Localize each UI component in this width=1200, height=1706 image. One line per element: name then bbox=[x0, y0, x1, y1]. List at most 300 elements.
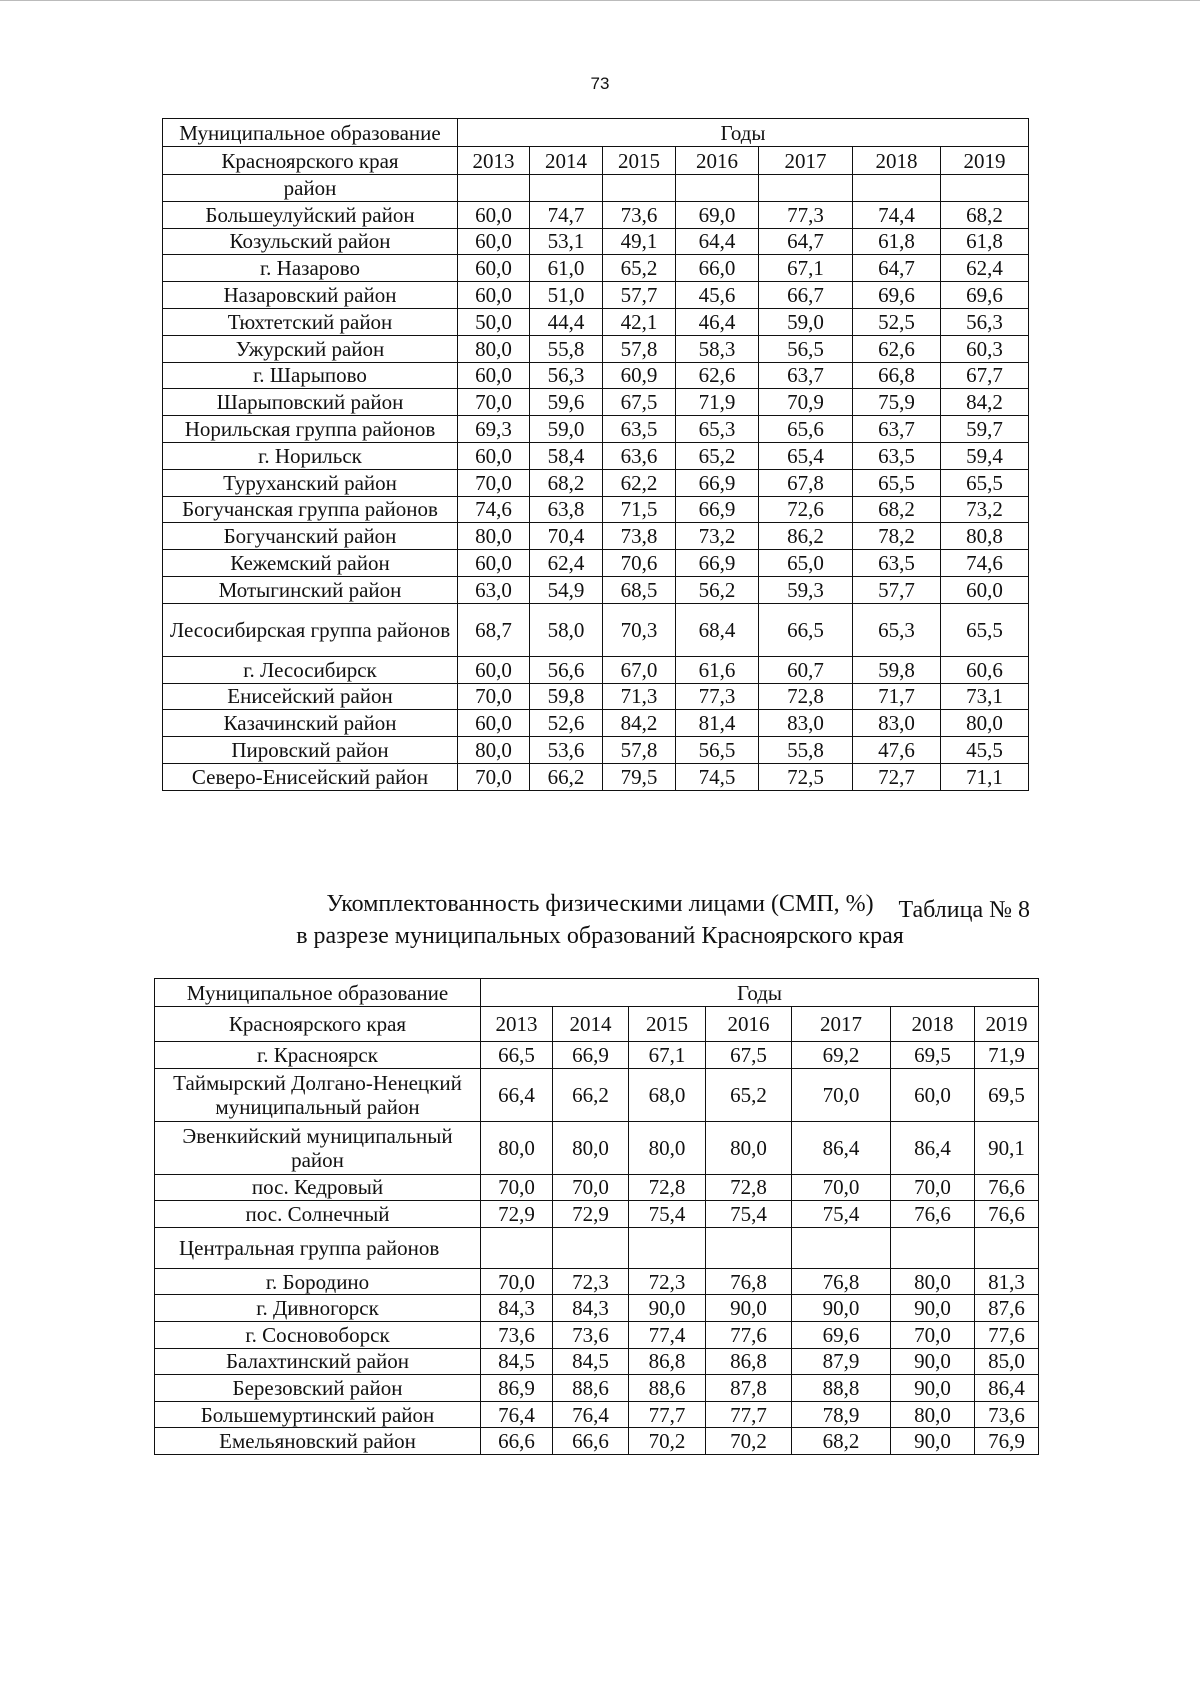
row-value: 58,0 bbox=[530, 603, 603, 656]
row-value: 65,5 bbox=[941, 469, 1029, 496]
row-value: 90,0 bbox=[891, 1375, 975, 1402]
row-value: 87,8 bbox=[706, 1375, 792, 1402]
empty-cell bbox=[603, 175, 676, 202]
table-staffing-districts bbox=[162, 118, 1029, 791]
row-value: 73,1 bbox=[941, 683, 1029, 710]
header-year: 2018 bbox=[853, 147, 941, 175]
row-value: 60,6 bbox=[941, 656, 1029, 683]
table-row bbox=[155, 1201, 1039, 1228]
empty-cell bbox=[941, 175, 1029, 202]
row-value: 63,5 bbox=[853, 442, 941, 469]
table-row bbox=[163, 282, 1029, 309]
row-value: 65,5 bbox=[853, 469, 941, 496]
row-value: 72,9 bbox=[481, 1201, 553, 1228]
row-value: 61,8 bbox=[941, 228, 1029, 255]
header-year: 2013 bbox=[458, 147, 530, 175]
row-value: 60,0 bbox=[458, 282, 530, 309]
row-value: 54,9 bbox=[530, 576, 603, 603]
header-year: 2014 bbox=[553, 1007, 629, 1042]
row-value: 67,7 bbox=[941, 362, 1029, 389]
empty-cell bbox=[759, 175, 853, 202]
row-value: 58,3 bbox=[676, 335, 759, 362]
row-value: 57,7 bbox=[853, 576, 941, 603]
row-value: 76,6 bbox=[975, 1174, 1039, 1201]
table-title-line-2: в разрезе муниципальных образований Красноярского края bbox=[296, 923, 904, 949]
row-value: 63,0 bbox=[458, 576, 530, 603]
row-value: 60,0 bbox=[458, 255, 530, 282]
row-value: 65,3 bbox=[853, 603, 941, 656]
table-row bbox=[163, 442, 1029, 469]
row-value: 52,6 bbox=[530, 710, 603, 737]
row-value bbox=[481, 1227, 553, 1268]
row-name: г. Лесосибирск bbox=[163, 656, 458, 683]
row-value: 73,6 bbox=[553, 1321, 629, 1348]
table-row bbox=[163, 389, 1029, 416]
row-value bbox=[975, 1227, 1039, 1268]
row-value: 72,8 bbox=[706, 1174, 792, 1201]
row-value: 73,8 bbox=[603, 523, 676, 550]
row-value: 60,0 bbox=[891, 1068, 975, 1121]
row-value: 47,6 bbox=[853, 737, 941, 764]
row-value: 60,0 bbox=[458, 656, 530, 683]
row-value: 55,8 bbox=[759, 737, 853, 764]
row-value: 88,8 bbox=[792, 1375, 891, 1402]
row-value: 83,0 bbox=[759, 710, 853, 737]
row-value: 60,0 bbox=[458, 442, 530, 469]
row-value: 62,6 bbox=[676, 362, 759, 389]
row-value: 77,6 bbox=[975, 1321, 1039, 1348]
row-value: 80,0 bbox=[891, 1401, 975, 1428]
row-value: 60,0 bbox=[458, 228, 530, 255]
row-value bbox=[553, 1227, 629, 1268]
row-value: 62,4 bbox=[941, 255, 1029, 282]
header-year: 2015 bbox=[629, 1007, 706, 1042]
row-value: 70,4 bbox=[530, 523, 603, 550]
row-value: 65,6 bbox=[759, 416, 853, 443]
row-name: Пировский район bbox=[163, 737, 458, 764]
header-year: 2017 bbox=[792, 1007, 891, 1042]
row-value: 64,4 bbox=[676, 228, 759, 255]
row-value: 66,9 bbox=[553, 1042, 629, 1069]
header-year: 2018 bbox=[891, 1007, 975, 1042]
row-value: 72,9 bbox=[553, 1201, 629, 1228]
row-value: 66,8 bbox=[853, 362, 941, 389]
row-value: 65,5 bbox=[941, 603, 1029, 656]
table-row bbox=[163, 550, 1029, 577]
row-value: 80,0 bbox=[941, 710, 1029, 737]
row-value: 88,6 bbox=[629, 1375, 706, 1402]
table-row bbox=[163, 523, 1029, 550]
table-row bbox=[163, 255, 1029, 282]
table-row bbox=[163, 308, 1029, 335]
row-value: 60,3 bbox=[941, 335, 1029, 362]
row-value: 71,7 bbox=[853, 683, 941, 710]
row-value: 86,9 bbox=[481, 1375, 553, 1402]
row-value: 69,6 bbox=[792, 1321, 891, 1348]
row-value: 70,0 bbox=[481, 1174, 553, 1201]
row-name: Центральная группа районов bbox=[155, 1227, 481, 1268]
row-name: г. Норильск bbox=[163, 442, 458, 469]
row-value bbox=[792, 1227, 891, 1268]
row-value: 68,5 bbox=[603, 576, 676, 603]
row-value: 59,0 bbox=[530, 416, 603, 443]
row-value: 68,2 bbox=[853, 496, 941, 523]
row-value: 53,6 bbox=[530, 737, 603, 764]
row-value: 65,3 bbox=[676, 416, 759, 443]
row-value: 56,6 bbox=[530, 656, 603, 683]
row-value: 74,4 bbox=[853, 201, 941, 228]
row-value: 60,0 bbox=[458, 201, 530, 228]
row-value: 62,2 bbox=[603, 469, 676, 496]
row-value: 68,2 bbox=[941, 201, 1029, 228]
row-name: г. Назарово bbox=[163, 255, 458, 282]
row-name: Шарыповский район bbox=[163, 389, 458, 416]
row-value: 66,5 bbox=[481, 1042, 553, 1069]
table-row bbox=[155, 1295, 1039, 1322]
row-value: 66,6 bbox=[481, 1428, 553, 1455]
row-value: 75,4 bbox=[629, 1201, 706, 1228]
row-name: пос. Солнечный bbox=[155, 1201, 481, 1228]
row-value: 90,0 bbox=[792, 1295, 891, 1322]
table-row bbox=[163, 710, 1029, 737]
page-number: 73 bbox=[590, 74, 610, 93]
row-value: 53,1 bbox=[530, 228, 603, 255]
header-year: 2016 bbox=[706, 1007, 792, 1042]
row-value: 55,8 bbox=[530, 335, 603, 362]
row-value: 59,8 bbox=[530, 683, 603, 710]
row-value: 81,4 bbox=[676, 710, 759, 737]
table-row bbox=[163, 683, 1029, 710]
row-name: г. Сосновоборск bbox=[155, 1321, 481, 1348]
header-year: 2019 bbox=[941, 147, 1029, 175]
row-value: 63,6 bbox=[603, 442, 676, 469]
row-value: 69,2 bbox=[792, 1042, 891, 1069]
row-value: 80,0 bbox=[629, 1121, 706, 1174]
empty-cell bbox=[676, 175, 759, 202]
row-value: 59,3 bbox=[759, 576, 853, 603]
table-row bbox=[163, 362, 1029, 389]
row-name: Козульский район bbox=[163, 228, 458, 255]
row-value: 46,4 bbox=[676, 308, 759, 335]
row-value: 77,3 bbox=[759, 201, 853, 228]
row-value: 60,0 bbox=[458, 550, 530, 577]
row-value: 71,3 bbox=[603, 683, 676, 710]
row-value: 74,6 bbox=[941, 550, 1029, 577]
row-value: 86,8 bbox=[706, 1348, 792, 1375]
row-value: 69,3 bbox=[458, 416, 530, 443]
row-value: 84,2 bbox=[941, 389, 1029, 416]
row-name: пос. Кедровый bbox=[155, 1174, 481, 1201]
row-value: 63,8 bbox=[530, 496, 603, 523]
row-value: 60,0 bbox=[941, 576, 1029, 603]
row-name: Богучанская группа районов bbox=[163, 496, 458, 523]
row-value: 80,8 bbox=[941, 523, 1029, 550]
row-value: 69,5 bbox=[891, 1042, 975, 1069]
row-value: 70,6 bbox=[603, 550, 676, 577]
row-value: 86,4 bbox=[975, 1375, 1039, 1402]
header-row-years bbox=[155, 1007, 1039, 1042]
row-value: 90,0 bbox=[891, 1295, 975, 1322]
row-value: 79,5 bbox=[603, 763, 676, 790]
row-value: 80,0 bbox=[706, 1121, 792, 1174]
header-row-years bbox=[163, 147, 1029, 175]
row-value: 73,2 bbox=[941, 496, 1029, 523]
row-name: Большемуртинский район bbox=[155, 1401, 481, 1428]
row-name: Березовский район bbox=[155, 1375, 481, 1402]
row-value bbox=[629, 1227, 706, 1268]
row-value: 74,5 bbox=[676, 763, 759, 790]
row-value: 45,6 bbox=[676, 282, 759, 309]
row-value: 63,7 bbox=[759, 362, 853, 389]
row-value: 68,2 bbox=[530, 469, 603, 496]
row-value: 59,6 bbox=[530, 389, 603, 416]
row-value: 63,7 bbox=[853, 416, 941, 443]
row-value: 70,0 bbox=[792, 1068, 891, 1121]
row-value: 64,7 bbox=[759, 228, 853, 255]
row-value: 66,2 bbox=[530, 763, 603, 790]
row-value: 66,2 bbox=[553, 1068, 629, 1121]
row-value: 72,5 bbox=[759, 763, 853, 790]
row-value: 68,2 bbox=[792, 1428, 891, 1455]
row-value: 68,4 bbox=[676, 603, 759, 656]
header-row bbox=[163, 119, 1029, 147]
row-value: 70,0 bbox=[891, 1321, 975, 1348]
row-value: 72,3 bbox=[629, 1268, 706, 1295]
header-years: Годы bbox=[458, 119, 1029, 147]
row-value: 59,7 bbox=[941, 416, 1029, 443]
row-value: 60,0 bbox=[458, 362, 530, 389]
row-value: 72,7 bbox=[853, 763, 941, 790]
header-year: 2017 bbox=[759, 147, 853, 175]
row-value: 78,9 bbox=[792, 1401, 891, 1428]
row-value: 77,3 bbox=[676, 683, 759, 710]
row-value: 84,2 bbox=[603, 710, 676, 737]
row-value: 80,0 bbox=[481, 1121, 553, 1174]
empty-cell bbox=[458, 175, 530, 202]
header-name-line-2: Красноярского края bbox=[163, 147, 458, 175]
row-value: 84,3 bbox=[553, 1295, 629, 1322]
row-value: 84,3 bbox=[481, 1295, 553, 1322]
row-value: 68,0 bbox=[629, 1068, 706, 1121]
row-value: 71,1 bbox=[941, 763, 1029, 790]
table-row bbox=[163, 335, 1029, 362]
row-value: 66,9 bbox=[676, 550, 759, 577]
row-value: 70,0 bbox=[458, 389, 530, 416]
row-value: 71,9 bbox=[676, 389, 759, 416]
row-name: Кежемский район bbox=[163, 550, 458, 577]
row-value: 69,5 bbox=[975, 1068, 1039, 1121]
row-name: г. Бородино bbox=[155, 1268, 481, 1295]
row-value: 70,0 bbox=[553, 1174, 629, 1201]
table-row bbox=[163, 656, 1029, 683]
row-value: 86,4 bbox=[891, 1121, 975, 1174]
row-value: 42,1 bbox=[603, 308, 676, 335]
table-row bbox=[163, 576, 1029, 603]
row-value: 70,9 bbox=[759, 389, 853, 416]
row-name: Норильская группа районов bbox=[163, 416, 458, 443]
row-name: Богучанский район bbox=[163, 523, 458, 550]
table-row bbox=[155, 1042, 1039, 1069]
table-row bbox=[155, 1268, 1039, 1295]
row-name: Северо-Енисейский район bbox=[163, 763, 458, 790]
row-value: 57,8 bbox=[603, 335, 676, 362]
row-value: 70,0 bbox=[458, 683, 530, 710]
row-value: 59,0 bbox=[759, 308, 853, 335]
row-value: 70,0 bbox=[891, 1174, 975, 1201]
row-value: 73,2 bbox=[676, 523, 759, 550]
row-value: 72,6 bbox=[759, 496, 853, 523]
row-value: 66,5 bbox=[759, 603, 853, 656]
row-value: 69,0 bbox=[676, 201, 759, 228]
row-value: 76,6 bbox=[975, 1201, 1039, 1228]
row-name: Назаровский район bbox=[163, 282, 458, 309]
row-value: 72,8 bbox=[759, 683, 853, 710]
row-name: Эвенкийский муниципальный район bbox=[155, 1121, 481, 1174]
row-value: 56,2 bbox=[676, 576, 759, 603]
table-row bbox=[163, 763, 1029, 790]
row-value: 60,9 bbox=[603, 362, 676, 389]
table-row bbox=[163, 469, 1029, 496]
row-value: 70,0 bbox=[458, 469, 530, 496]
header-name-line-2: Красноярского края bbox=[155, 1007, 481, 1042]
row-name: г. Красноярск bbox=[155, 1042, 481, 1069]
table-row bbox=[163, 201, 1029, 228]
row-value: 70,0 bbox=[481, 1268, 553, 1295]
row-value: 73,6 bbox=[975, 1401, 1039, 1428]
row-value bbox=[706, 1227, 792, 1268]
row-value: 69,6 bbox=[853, 282, 941, 309]
row-value: 83,0 bbox=[853, 710, 941, 737]
row-name: Казачинский район bbox=[163, 710, 458, 737]
row-value: 61,0 bbox=[530, 255, 603, 282]
row-value: 68,7 bbox=[458, 603, 530, 656]
row-value: 67,1 bbox=[629, 1042, 706, 1069]
row-value: 66,9 bbox=[676, 496, 759, 523]
row-value: 73,6 bbox=[603, 201, 676, 228]
table-caption: Таблица № 8 bbox=[898, 897, 1030, 923]
header-year: 2019 bbox=[975, 1007, 1039, 1042]
row-value: 77,7 bbox=[706, 1401, 792, 1428]
row-value: 86,2 bbox=[759, 523, 853, 550]
row-value: 77,4 bbox=[629, 1321, 706, 1348]
row-value: 80,0 bbox=[458, 523, 530, 550]
row-value: 60,0 bbox=[458, 710, 530, 737]
row-value: 77,6 bbox=[706, 1321, 792, 1348]
row-name: Большеулуйский район bbox=[163, 201, 458, 228]
table-row bbox=[163, 228, 1029, 255]
row-value: 70,2 bbox=[706, 1428, 792, 1455]
table-row bbox=[155, 1401, 1039, 1428]
row-value: 72,8 bbox=[629, 1174, 706, 1201]
header-row bbox=[155, 979, 1039, 1007]
row-value: 84,5 bbox=[553, 1348, 629, 1375]
table-row bbox=[155, 1428, 1039, 1455]
row-value: 90,1 bbox=[975, 1121, 1039, 1174]
row-value: 57,8 bbox=[603, 737, 676, 764]
table-row bbox=[155, 1375, 1039, 1402]
row-name: Тюхтетский район bbox=[163, 308, 458, 335]
row-value: 70,0 bbox=[792, 1174, 891, 1201]
row-value: 56,5 bbox=[676, 737, 759, 764]
row-value: 87,9 bbox=[792, 1348, 891, 1375]
table-title-line-1: Укомплектованность физическими лицами (СМП, %) bbox=[326, 891, 874, 917]
row-value: 69,6 bbox=[941, 282, 1029, 309]
row-value: 76,4 bbox=[553, 1401, 629, 1428]
row-value: 88,6 bbox=[553, 1375, 629, 1402]
row-value: 72,3 bbox=[553, 1268, 629, 1295]
row-value: 66,9 bbox=[676, 469, 759, 496]
row-value: 80,0 bbox=[458, 335, 530, 362]
table-row bbox=[155, 1348, 1039, 1375]
row-value: 84,5 bbox=[481, 1348, 553, 1375]
empty-cell bbox=[853, 175, 941, 202]
section-label: район bbox=[163, 175, 458, 202]
row-value: 64,7 bbox=[853, 255, 941, 282]
row-name: г. Шарыпово bbox=[163, 362, 458, 389]
row-value: 80,0 bbox=[553, 1121, 629, 1174]
row-value: 57,7 bbox=[603, 282, 676, 309]
row-value: 63,5 bbox=[603, 416, 676, 443]
row-value: 62,4 bbox=[530, 550, 603, 577]
row-value: 66,7 bbox=[759, 282, 853, 309]
row-value: 61,8 bbox=[853, 228, 941, 255]
row-value: 67,0 bbox=[603, 656, 676, 683]
row-value: 70,3 bbox=[603, 603, 676, 656]
row-value: 86,8 bbox=[629, 1348, 706, 1375]
row-value: 45,5 bbox=[941, 737, 1029, 764]
row-value: 76,6 bbox=[891, 1201, 975, 1228]
table-row bbox=[163, 737, 1029, 764]
row-value: 78,2 bbox=[853, 523, 941, 550]
row-value: 56,3 bbox=[530, 362, 603, 389]
row-name: Балахтинский район bbox=[155, 1348, 481, 1375]
row-value: 71,5 bbox=[603, 496, 676, 523]
row-value bbox=[891, 1227, 975, 1268]
row-value: 50,0 bbox=[458, 308, 530, 335]
header-year: 2014 bbox=[530, 147, 603, 175]
row-name: г. Дивногорск bbox=[155, 1295, 481, 1322]
table-row bbox=[163, 496, 1029, 523]
row-value: 76,8 bbox=[792, 1268, 891, 1295]
row-value: 65,0 bbox=[759, 550, 853, 577]
table-row bbox=[155, 1174, 1039, 1201]
row-name: Емельяновский район bbox=[155, 1428, 481, 1455]
row-value: 67,5 bbox=[603, 389, 676, 416]
row-value: 74,7 bbox=[530, 201, 603, 228]
row-value: 75,4 bbox=[706, 1201, 792, 1228]
row-value: 81,3 bbox=[975, 1268, 1039, 1295]
section-row bbox=[155, 1227, 1039, 1268]
row-value: 67,1 bbox=[759, 255, 853, 282]
row-value: 66,0 bbox=[676, 255, 759, 282]
row-value: 62,6 bbox=[853, 335, 941, 362]
header-years: Годы bbox=[481, 979, 1039, 1007]
table-title bbox=[0, 888, 1200, 952]
row-value: 70,2 bbox=[629, 1428, 706, 1455]
row-value: 76,9 bbox=[975, 1428, 1039, 1455]
row-name: Мотыгинский район bbox=[163, 576, 458, 603]
row-value: 70,0 bbox=[458, 763, 530, 790]
row-value: 60,7 bbox=[759, 656, 853, 683]
row-name: Лесосибирская группа районов bbox=[163, 603, 458, 656]
scan-edge bbox=[0, 0, 1200, 4]
row-value: 65,2 bbox=[676, 442, 759, 469]
table-row bbox=[155, 1121, 1039, 1174]
row-name: Таймырский Долгано-Ненецкий муниципальный район bbox=[155, 1068, 481, 1121]
header-name-line-1: Муниципальное образование bbox=[155, 979, 481, 1007]
header-year: 2013 bbox=[481, 1007, 553, 1042]
row-value: 44,4 bbox=[530, 308, 603, 335]
